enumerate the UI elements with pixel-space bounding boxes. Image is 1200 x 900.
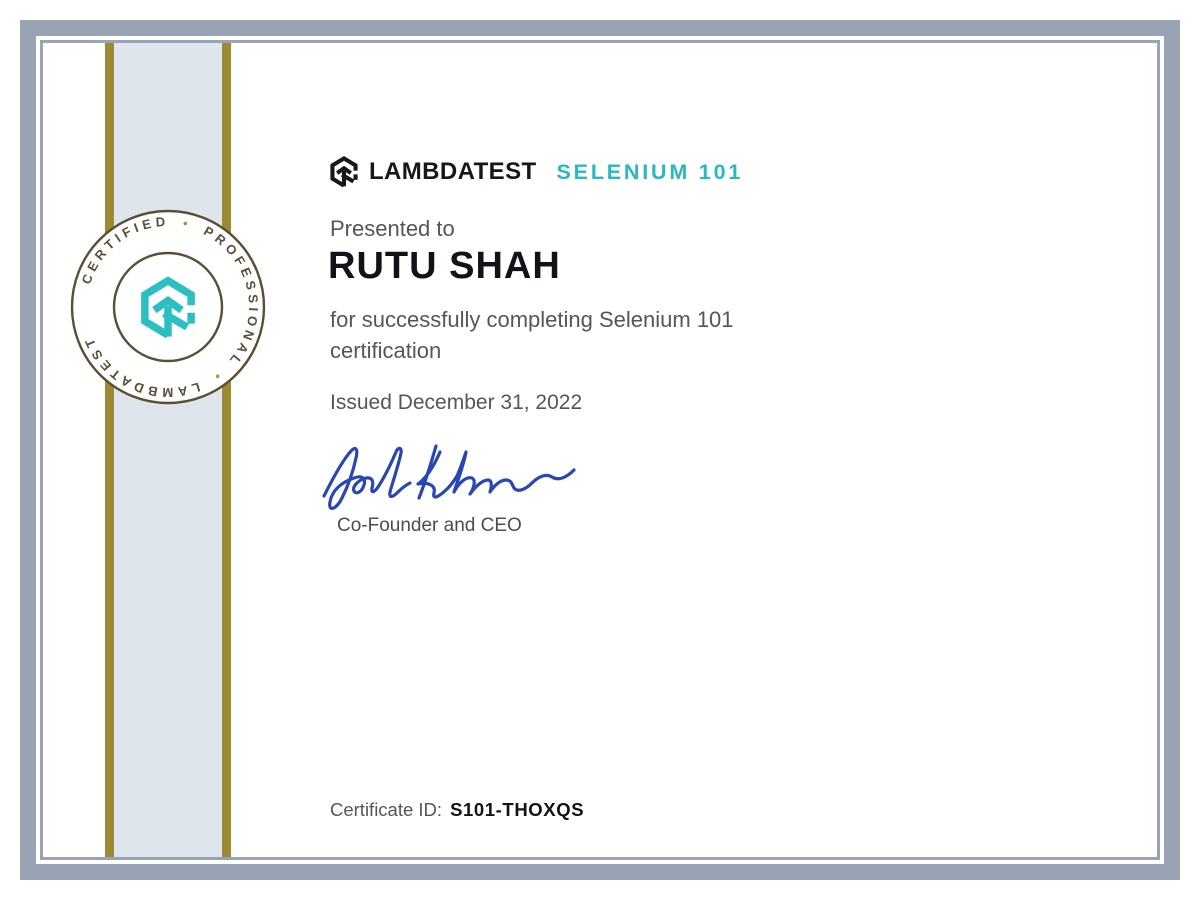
issue-date: Issued December 31, 2022 <box>330 391 583 414</box>
course-title: SELENIUM 101 <box>556 159 744 184</box>
brand-row <box>327 155 743 189</box>
brand-wordmark: LAMBDATEST <box>369 158 537 185</box>
certificate-id-label: Certificate ID: <box>330 799 443 820</box>
presented-label: Presented to <box>330 216 455 241</box>
certification-seal <box>68 207 268 407</box>
recipient-name: RUTU SHAH <box>328 245 561 287</box>
certificate-id-value: S101-THOXQS <box>450 799 585 820</box>
completion-description: for successfully completing Selenium 101 certification <box>330 307 734 363</box>
signature-image <box>318 432 588 512</box>
certificate-id-row <box>330 799 584 821</box>
signer-role: Co-Founder and CEO <box>337 515 522 536</box>
ribbon-stripe <box>105 43 231 857</box>
seal-ring-text: CERTIFIED • PROFESSIONAL • LAMBDATEST <box>78 213 262 401</box>
lambdatest-logo-icon <box>327 155 361 189</box>
